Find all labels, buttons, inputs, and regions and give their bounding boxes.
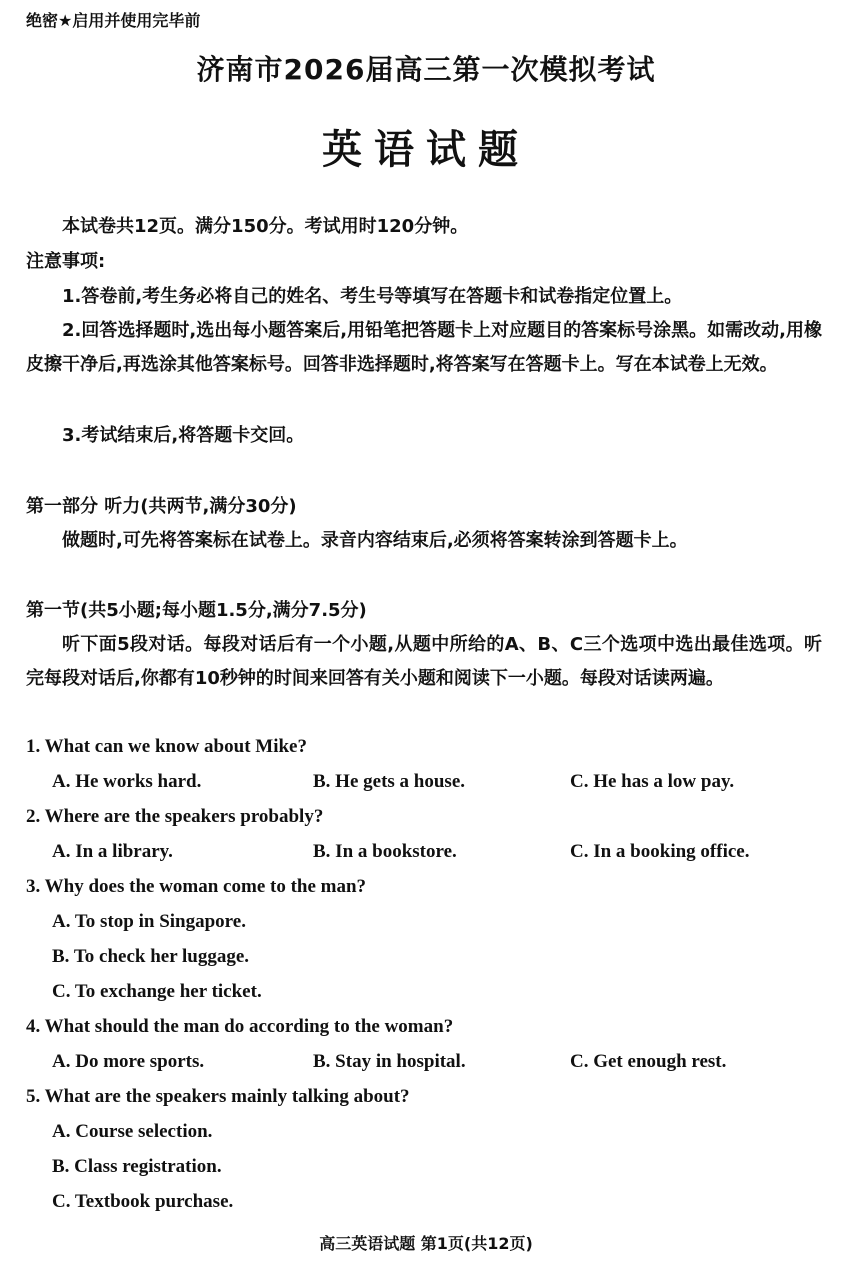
- question-stem: 5. What are the speakers mainly talking about?: [26, 1086, 410, 1107]
- page-footer: 高三英语试题 第1页(共12页): [319, 1234, 533, 1253]
- notice-item: 2.回答选择题时,选出每小题答案后,用铅笔把答题卡上对应题目的答案标号涂黑。如需改动,用橡皮擦干净后,再选涂其他答案标号。回答非选择题时,将答案写在答题卡上。写在本试卷上无效。: [26, 320, 822, 375]
- question-option: B. Stay in hospital.: [313, 1051, 466, 1072]
- question-option: B. Class registration.: [52, 1156, 222, 1177]
- question-option: A. He works hard.: [52, 771, 202, 792]
- notice-heading: 注意事项:: [26, 251, 106, 272]
- question-stem: 1. What can we know about Mike?: [26, 736, 307, 757]
- question-option: A. To stop in Singapore.: [52, 911, 246, 932]
- question-option: C. Get enough rest.: [570, 1051, 727, 1072]
- part-heading: 第一部分 听力(共两节,满分30分): [26, 496, 297, 517]
- question-option: B. In a bookstore.: [313, 841, 457, 862]
- question-option: A. In a library.: [52, 841, 173, 862]
- question-option: C. He has a low pay.: [570, 771, 735, 792]
- question-option: C. To exchange her ticket.: [52, 981, 262, 1002]
- question-option: A. Course selection.: [52, 1121, 213, 1142]
- question-option: B. To check her luggage.: [52, 946, 250, 967]
- question-option: C. Textbook purchase.: [52, 1191, 234, 1212]
- notice-item: 1.答卷前,考生务必将自己的姓名、考生号等填写在答题卡和试卷指定位置上。: [62, 286, 683, 307]
- question-stem: 2. Where are the speakers probably?: [26, 806, 324, 827]
- section-heading: 第一节(共5小题;每小题1.5分,满分7.5分): [26, 600, 367, 621]
- subject-title: 英语试题: [322, 127, 530, 173]
- question-option: A. Do more sports.: [52, 1051, 205, 1072]
- exam-title: 济南市2026届高三第一次模拟考试: [196, 53, 656, 86]
- notice-item: 3.考试结束后,将答题卡交回。: [62, 425, 305, 446]
- section-instruction: 听下面5段对话。每段对话后有一个小题,从题中所给的A、B、C三个选项中选出最佳选项。听完每段对话后,你都有10秒钟的时间来回答有关小题和阅读下一小题。每段对话读两遍。: [26, 634, 822, 689]
- question-option: C. In a booking office.: [570, 841, 750, 862]
- exam-summary: 本试卷共12页。满分150分。考试用时120分钟。: [62, 216, 469, 237]
- part-instruction: 做题时,可先将答案标在试卷上。录音内容结束后,必须将答案转涂到答题卡上。: [62, 530, 688, 551]
- question-option: B. He gets a house.: [313, 771, 465, 792]
- question-stem: 3. Why does the woman come to the man?: [26, 876, 367, 897]
- question-stem: 4. What should the man do according to the woman?: [26, 1016, 454, 1037]
- secret-label: 绝密★启用并使用完毕前: [26, 11, 201, 30]
